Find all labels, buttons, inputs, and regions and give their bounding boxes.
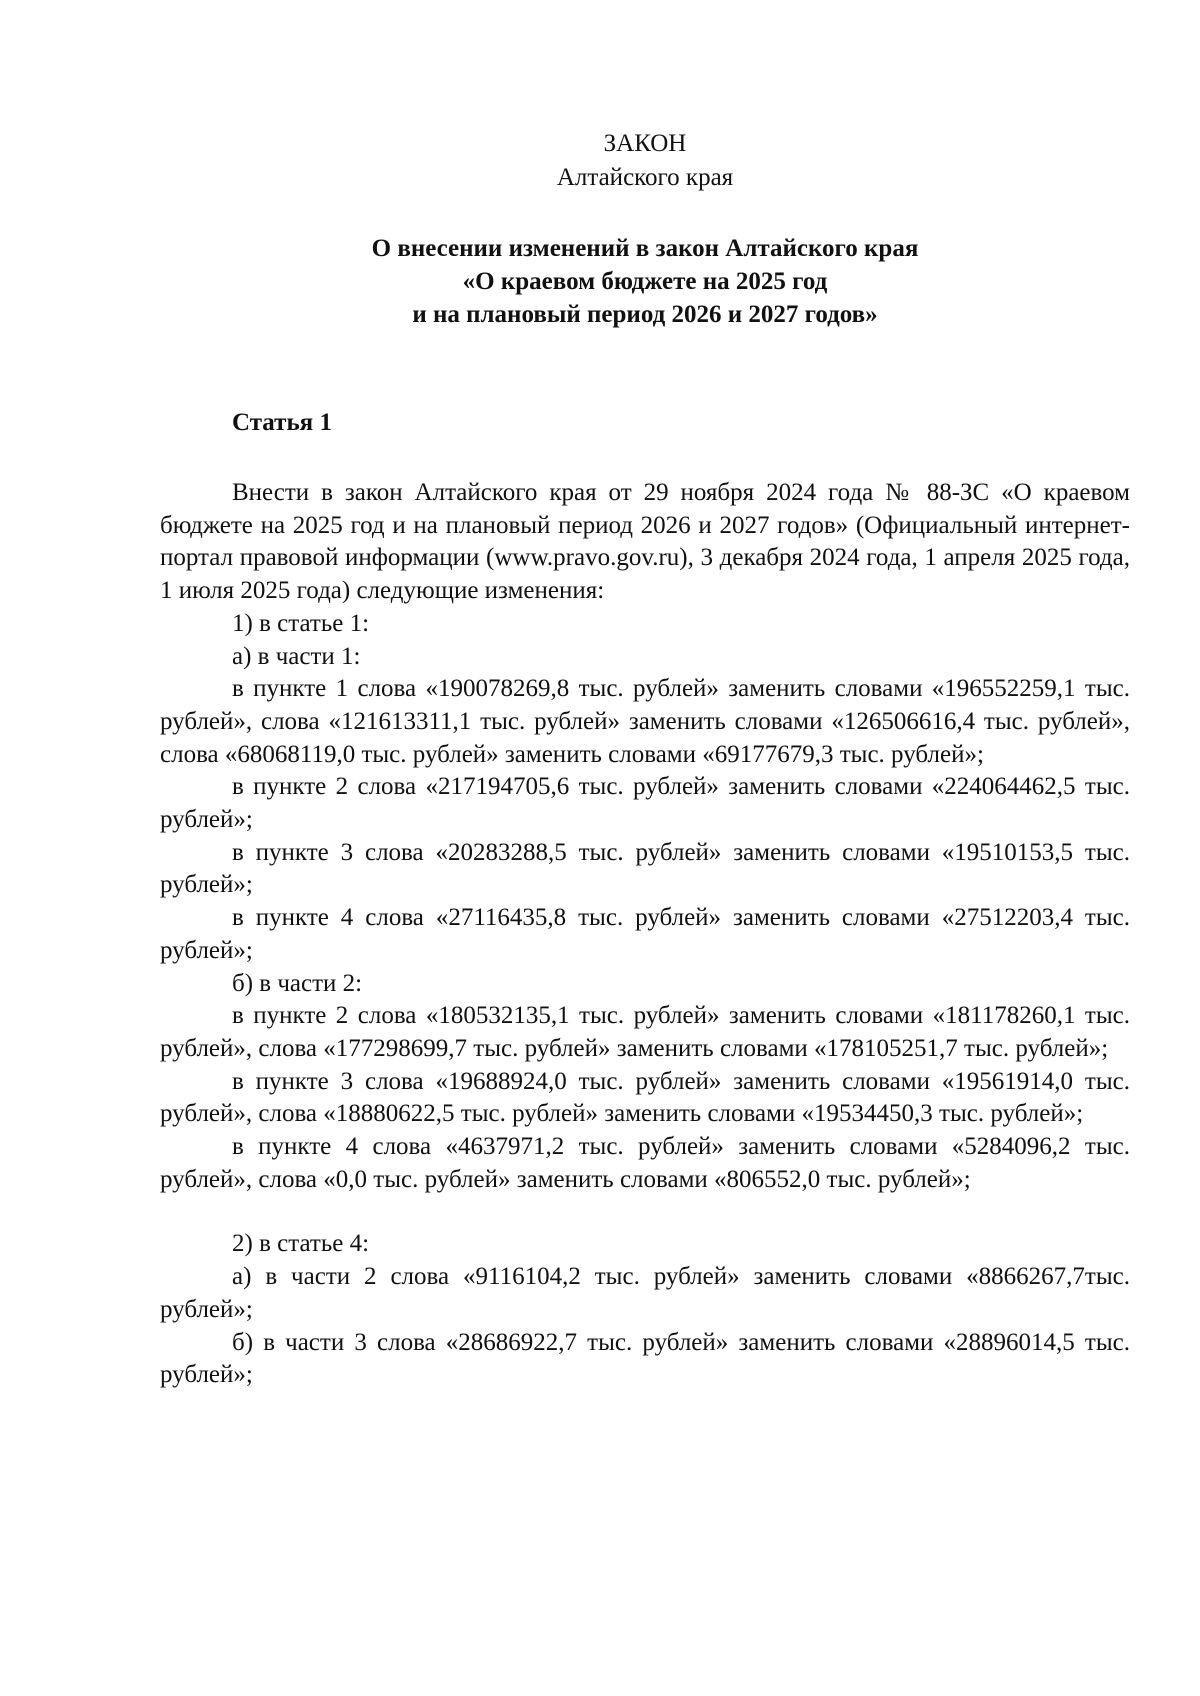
amendment-paragraph: в пункте 1 слова «190078269,8 тыс. рублей» заменить словами «196552259,1 тыс. рублей», слова «121613311,1 тыс. рублей» заменить словами «126506616,4 тыс. рублей», слова «68068119,0 тыс. рублей» заменить словами «69177679,3 тыс. рублей»; <box>160 675 1130 768</box>
amendment-paragraph: в пункте 3 слова «20283288,5 тыс. рублей» заменить словами «19510153,5 тыс. рублей»; <box>160 838 1130 899</box>
article-heading: Статья 1 <box>232 409 332 436</box>
title-line: «О краевом бюджете на 2025 год <box>462 268 828 295</box>
item-1-label: 1) в статье 1: <box>232 609 370 637</box>
document-title <box>160 232 1130 331</box>
document-region: Алтайского края <box>556 164 734 191</box>
document-page <box>160 128 1130 1392</box>
amendment-paragraph: а) в части 2 слова «9116104,2 тыс. рублей» заменить словами «8866267,7тыс. рублей»; <box>160 1263 1130 1323</box>
amendment-paragraph: в пункте 3 слова «19688924,0 тыс. рублей» заменить словами «19561914,0 тыс. рублей», слова «18880622,5 тыс. рублей» заменить словами «19534450,3 тыс. рублей»; <box>160 1067 1130 1128</box>
amendment-paragraph: в пункте 4 слова «4637971,2 тыс. рублей» заменить словами «5284096,2 тыс. рублей», слова «0,0 тыс. рублей» заменить словами «806552,0 тыс. рублей»; <box>160 1133 1130 1193</box>
amendment-paragraph: б) в части 3 слова «28686922,7 тыс. рублей» заменить словами «28896014,5 тыс. рублей»; <box>160 1328 1130 1389</box>
intro-paragraph: Внести в закон Алтайского края от 29 ноября 2024 года № 88-ЗС «О краевом бюджете на 2025 год и на плановый период 2026 и 2027 годов» (Официальный интернет-портал правовой информации (www.pravo.gov.ru), 3 декабря 2024 года, 1 апреля 2025 года, 1 июля 2025 года) следующие изменения: <box>160 479 1130 605</box>
paragraph-spacer <box>160 1196 1130 1228</box>
article-body <box>160 477 1130 1392</box>
item-1a-label: а) в части 1: <box>232 642 361 670</box>
title-line: и на плановый период 2026 и 2027 годов» <box>412 301 878 328</box>
document-type: ЗАКОН <box>603 130 687 157</box>
amendment-paragraph: в пункте 4 слова «27116435,8 тыс. рублей» заменить словами «27512203,4 тыс. рублей»; <box>160 904 1130 964</box>
item-1b-label: б) в части 2: <box>232 969 363 997</box>
title-line: О внесении изменений в закон Алтайского края <box>371 235 919 262</box>
item-2-label: 2) в статье 4: <box>232 1230 370 1258</box>
amendment-paragraph: в пункте 2 слова «180532135,1 тыс. рублей» заменить словами «181178260,1 тыс. рублей», слова «177298699,7 тыс. рублей» заменить словами «178105251,7 тыс. рублей»; <box>160 1002 1130 1062</box>
amendment-paragraph: в пункте 2 слова «217194705,6 тыс. рублей» заменить словами «224064462,5 тыс. рублей»; <box>160 773 1130 834</box>
